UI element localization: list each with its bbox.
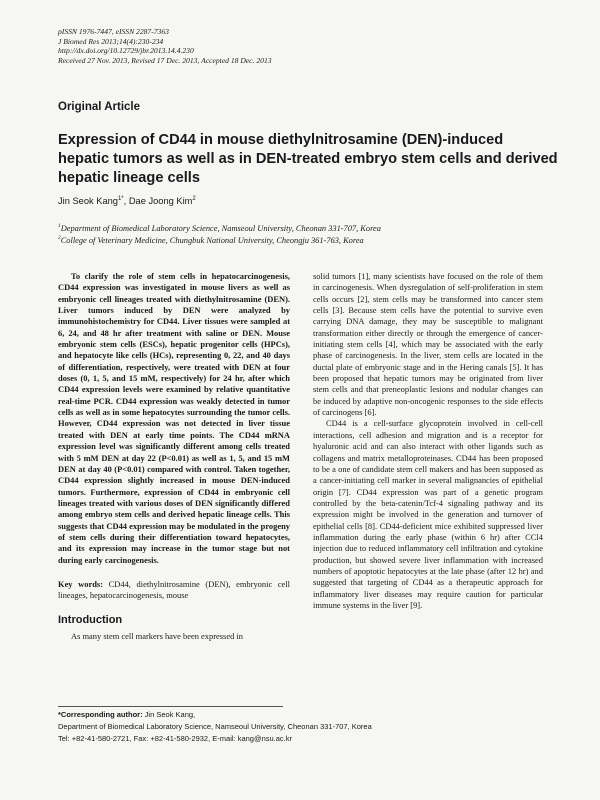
footnote-divider	[58, 706, 283, 707]
author-list	[58, 196, 196, 206]
affiliation-number: 2	[58, 234, 61, 241]
footnote-contact: Tel: +82-41-580-2721, Fax: +82-41-580-2932, E-mail: kang@nsu.ac.kr	[58, 733, 292, 743]
journal-citation: J Biomed Res 2013;14(4):230-234	[58, 36, 164, 46]
affiliation	[58, 223, 381, 235]
author-superscript: 2	[192, 195, 196, 202]
affiliations	[58, 223, 381, 246]
article-type: Original Article	[58, 101, 141, 113]
body-paragraph: CD44 is a cell-surface glycoprotein involved in cell-cell interactions, cell adhesion and migration and is a receptor for hyaluronic acid and can also interact with other ligands such as collagens and matrix metalloproteinases. CD44 has been proposed to be a one of candidate stem cell makers and has been supposed as a cancer-initiating cell marker in several malignancies of epithelial origin [7]. CD44 expression was part of a genetic program controlled by the beta-catenin/Tcf-4 signaling pathway and its expression might be involved in the generation and turnover of epithelial cells [8]. CD44-deficient mice exhibited suppressed liver inflammation during the early phase (within 6 hr) after CCl4 injection due to reduced inflammatory cell infiltration and cytokine production, but showed severe liver inflammation with increased numbers of apoptotic hepatocytes at the late phase (after 12 hr) and suggested that targeting of CD44 as a therapeutic approach for inflammatory liver diseases may require caution for particular immune systems in the liver [9].	[313, 418, 543, 610]
author-name: Dae Joong Kim	[128, 196, 193, 206]
section-heading-introduction: Introduction	[58, 613, 123, 626]
received-dates: Received 27 Nov. 2013, Revised 17 Dec. 2013, Accepted 18 Dec. 2013	[58, 55, 272, 65]
abstract: To clarify the role of stem cells in hepatocarcinogenesis, CD44 expression was investigated in mouse livers as well as embryonic cell lineages treated with diethylnitrosamine (DEN). Liver tumors induced by DEN were analyzed by immunohistochemistry for CD44. Liver tissues were sampled at 6, 24, and 48 hr after treatment with saline or DEN. Mouse embryonic stem cells (ESCs), hepatic progenitor cells (HPCs), and hepatocyte like cells (HCs), representing 0, 22, and 40 days of differentiation, respectively, were treated with DEN at four doses (0, 1, 5, and 15 mM, respectively) for 24 hr, after which CD44 expression levels were examined by relative quantitative real-time PCR. CD44 expression was weakly detected in tumor cells as well as in some hepatocytes surrounding the tumor cells. However, CD44 expression was not detected in liver tissue treated with DEN at early time points. The CD44 mRNA expression level was significantly different among cells treated with 5 mM DEN at day 22 (P<0.01) as well as 1, 5, and 15 mM DEN at day 40 (P<0.01) compared with control. Taken together, CD44 expression slightly increased in mouse DEN-induced tumors. Furthermore, expression of CD44 in embryonic cell lineages treated with various doses of DEN significantly differed among embryo stem cells and derived hepatic lineage cells. This suggests that CD44 expression may be modulated in the progeny of stem cells during their differentiation toward hepatocytes, and its expression may increase in the tumor stage but not during early carcinogenesis.	[58, 271, 290, 565]
corresponding-author-footnote	[58, 709, 372, 744]
footnote-department: Department of Biomedical Laboratory Science, Namseoul University, Cheonan 331-707, Korea	[58, 721, 372, 731]
affiliation-text: Department of Biomedical Laboratory Science, Namseoul University, Cheonan 331-707, Korea	[60, 224, 381, 233]
footnote-name: Jin Seok Kang,	[142, 710, 196, 719]
affiliation-number: 1	[58, 223, 61, 230]
right-column	[313, 271, 543, 611]
affiliation-text: College of Veterinary Medicine, Chungbuk National University, Cheongju 361-763, Korea	[60, 235, 364, 245]
intro-paragraph: As many stem cell markers have been expressed in	[71, 630, 243, 641]
paper-title: Expression of CD44 in mouse diethylnitrosamine (DEN)-induced hepatic tumors as well as in DEN-treated embryo stem cells and derived hepatic lineage cells	[58, 132, 558, 186]
footnote-label: *Corresponding author:	[58, 710, 143, 719]
author-superscript: 1*	[117, 195, 124, 202]
keywords	[58, 579, 290, 602]
keywords-text: CD44, diethylnitrosamine (DEN), embryonic cell lineages, hepatocarcinogenesis, mouse	[58, 578, 290, 601]
doi-link[interactable]: http://dx.doi.org/10.12729/jbr.2013.14.4.230	[58, 46, 194, 56]
journal-meta	[58, 27, 272, 65]
keywords-label: Key words:	[58, 578, 103, 589]
affiliation	[58, 235, 381, 247]
body-paragraph: solid tumors [1], many scientists have focused on the role of them in carcinogenesis. When dysregulation of self-proliferation in stem cells occurs [2], stem cells may be transformed into cancer stem cells [3]. Because stem cells have the potential to survive even carrying DNA damage, they may be susceptible to malignant transformation either directly or through the emergence of cancer-initiating stem cells [4], which may be associated with the early phase of carcinogenesis. In the liver, stem cells are located in the ductal plate of embryonic stage and in the Hering canals [5]. It has been proposed that hepatic tumors may be originated from liver stem cells and that preneoplastic lesions and nodular changes can be induced by adaptive non-oncogenic responses to the side effects of carcinogens [6].	[313, 271, 543, 418]
author-name: Jin Seok Kang	[58, 196, 118, 206]
issn: pISSN 1976-7447, eISSN 2287-7363	[58, 27, 169, 36]
author-separator: ,	[123, 196, 129, 206]
left-column	[58, 271, 290, 642]
